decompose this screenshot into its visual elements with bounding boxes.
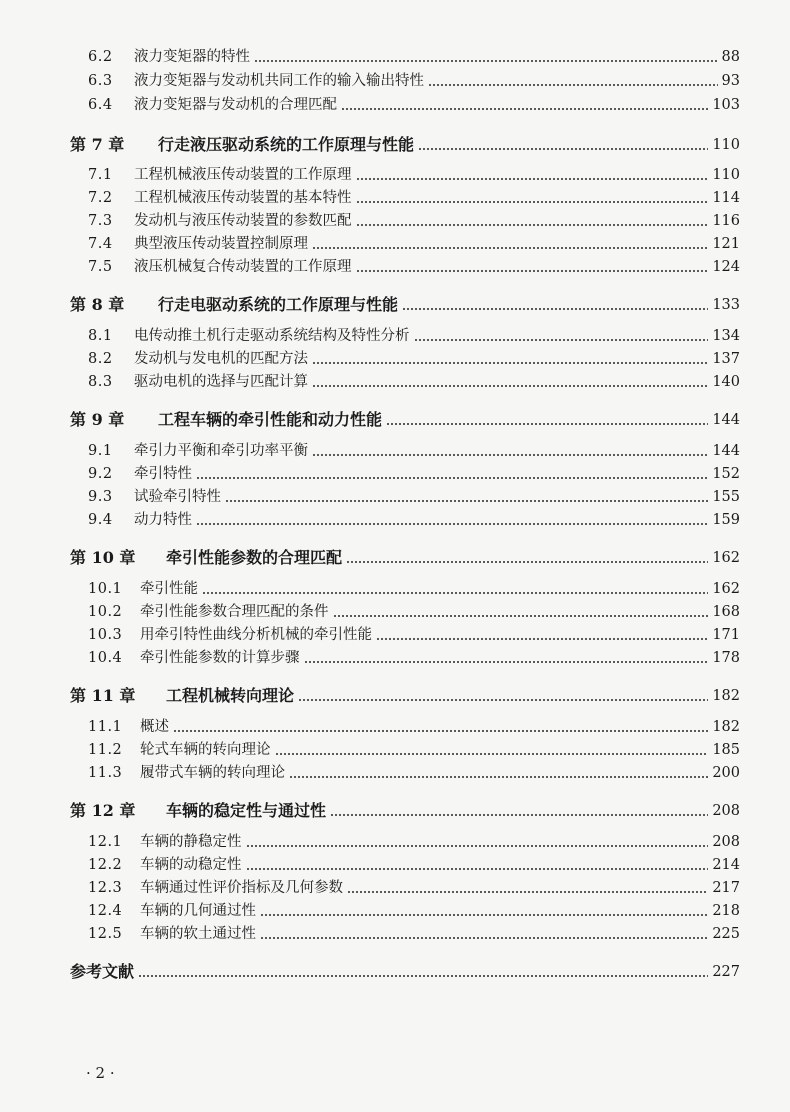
entry-title: 液力变矩器的特性 (134, 49, 250, 65)
entry-number: 8.1 (88, 328, 113, 344)
toc-entry[interactable] (88, 599, 740, 621)
dot-leader (347, 891, 708, 893)
dot-leader (356, 270, 709, 272)
chapter-number: 第 8 章 (70, 295, 125, 314)
toc-entry[interactable] (88, 92, 740, 114)
entry-page: 217 (712, 880, 740, 896)
entry-number: 12.3 (88, 880, 123, 896)
chapter-title: 牵引性能参数的合理匹配 (166, 548, 343, 567)
entry-number: 11.3 (88, 765, 123, 781)
dot-leader (173, 730, 708, 732)
toc-chapter-9[interactable] (70, 403, 740, 429)
dot-leader (402, 308, 708, 310)
entry-page: 144 (712, 443, 740, 459)
toc-entry[interactable] (88, 369, 740, 391)
toc-entry[interactable] (88, 829, 740, 851)
toc-entry[interactable] (88, 438, 740, 460)
entry-number: 9.3 (88, 489, 113, 505)
entry-title: 轮式车辆的转向理论 (140, 742, 271, 758)
toc-entry[interactable] (88, 622, 740, 644)
entry-page: 168 (712, 604, 740, 620)
entry-title: 工程机械液压传动装置的基本特性 (134, 190, 352, 206)
entry-page: 225 (712, 926, 740, 942)
entry-page: 155 (712, 489, 740, 505)
chapter-title: 工程车辆的牵引性能和动力性能 (158, 410, 383, 429)
toc-entry[interactable] (88, 68, 740, 90)
entry-title: 电传动推土机行走驱动系统结构及特性分析 (134, 328, 410, 344)
dot-leader (298, 699, 708, 701)
dot-leader (260, 937, 708, 939)
dot-leader (312, 247, 708, 249)
dot-leader (254, 60, 718, 62)
entry-title: 典型液压传动装置控制原理 (134, 236, 308, 252)
entry-number: 6.2 (88, 49, 113, 65)
entry-title: 发动机与液压传动装置的参数匹配 (134, 213, 352, 229)
chapter-page: 162 (712, 550, 740, 566)
toc-entry[interactable] (88, 714, 740, 736)
entry-title: 车辆的静稳定性 (140, 834, 242, 850)
dot-leader (246, 868, 709, 870)
entry-number: 8.3 (88, 374, 113, 390)
entry-title: 牵引特性 (134, 466, 192, 482)
entry-number: 10.4 (88, 650, 123, 666)
dot-leader (304, 661, 709, 663)
entry-title: 发动机与发电机的匹配方法 (134, 351, 308, 367)
chapter-page: 133 (712, 297, 740, 313)
chapter-page: 110 (712, 137, 740, 153)
chapter-page: 182 (712, 688, 740, 704)
dot-leader (246, 845, 709, 847)
entry-number: 9.4 (88, 512, 113, 528)
entry-title: 车辆通过性评价指标及几何参数 (140, 880, 343, 896)
toc-chapter-12[interactable] (70, 794, 740, 820)
references-page: 227 (712, 964, 740, 980)
dot-leader (260, 914, 708, 916)
toc-chapter-11[interactable] (70, 679, 740, 705)
entry-title: 液压机械复合传动装置的工作原理 (134, 259, 352, 275)
entry-title: 用牵引特性曲线分析机械的牵引性能 (140, 627, 372, 643)
toc-entry[interactable] (88, 875, 740, 897)
entry-page: 171 (712, 627, 740, 643)
entry-number: 9.1 (88, 443, 113, 459)
dot-leader (312, 385, 708, 387)
entry-page: 140 (712, 374, 740, 390)
toc-entry[interactable] (88, 323, 740, 345)
toc-references[interactable] (70, 955, 740, 981)
entry-title: 牵引力平衡和牵引功率平衡 (134, 443, 308, 459)
dot-leader (225, 500, 708, 502)
toc-entry[interactable] (88, 185, 740, 207)
entry-number: 8.2 (88, 351, 113, 367)
entry-title: 液力变矩器与发动机的合理匹配 (134, 97, 337, 113)
entry-page: 200 (712, 765, 740, 781)
entry-title: 车辆的软土通过性 (140, 926, 256, 942)
toc-entry[interactable] (88, 231, 740, 253)
chapter-title: 行走液压驱动系统的工作原理与性能 (158, 135, 415, 154)
chapter-title: 车辆的稳定性与通过性 (166, 801, 327, 820)
dot-leader (333, 615, 709, 617)
entry-page: 88 (721, 49, 740, 65)
toc-entry[interactable] (88, 346, 740, 368)
dot-leader (312, 362, 708, 364)
entry-page: 124 (712, 259, 740, 275)
chapter-number: 第 11 章 (70, 686, 136, 705)
dot-leader (356, 224, 709, 226)
dot-leader (428, 84, 718, 86)
entry-number: 7.3 (88, 213, 113, 229)
entry-number: 10.3 (88, 627, 123, 643)
entry-title: 牵引性能 (140, 581, 198, 597)
entry-number: 9.2 (88, 466, 113, 482)
toc-entry[interactable] (88, 484, 740, 506)
entry-page: 103 (712, 97, 740, 113)
toc-entry[interactable] (88, 208, 740, 230)
chapter-number: 第 9 章 (70, 410, 125, 429)
entry-title: 动力特性 (134, 512, 192, 528)
toc-entry[interactable] (88, 254, 740, 276)
entry-page: 182 (712, 719, 740, 735)
toc-entry[interactable] (88, 737, 740, 759)
entry-page: 162 (712, 581, 740, 597)
dot-leader (418, 148, 708, 150)
entry-number: 6.3 (88, 73, 113, 89)
entry-page: 114 (712, 190, 740, 206)
entry-title: 牵引性能参数合理匹配的条件 (140, 604, 329, 620)
entry-page: 218 (712, 903, 740, 919)
entry-number: 10.2 (88, 604, 123, 620)
entry-number: 10.1 (88, 581, 123, 597)
toc-entry[interactable] (88, 645, 740, 667)
chapter-number: 第 7 章 (70, 135, 125, 154)
chapter-number: 第 12 章 (70, 801, 136, 820)
toc-chapter-10[interactable] (70, 541, 740, 567)
entry-title: 概述 (140, 719, 169, 735)
page-number: · 2 · (86, 1064, 115, 1082)
dot-leader (289, 776, 708, 778)
entry-title: 车辆的几何通过性 (140, 903, 256, 919)
toc-entry[interactable] (88, 507, 740, 529)
entry-page: 152 (712, 466, 740, 482)
dot-leader (275, 753, 709, 755)
dot-leader (356, 178, 709, 180)
entry-number: 12.5 (88, 926, 123, 942)
entry-number: 11.2 (88, 742, 123, 758)
entry-title: 液力变矩器与发动机共同工作的输入输出特性 (134, 73, 424, 89)
dot-leader (356, 201, 709, 203)
entry-page: 214 (712, 857, 740, 873)
entry-title: 车辆的动稳定性 (140, 857, 242, 873)
toc-entry[interactable] (88, 921, 740, 943)
toc-chapter-7[interactable] (70, 128, 740, 154)
chapter-page: 144 (712, 412, 740, 428)
entry-page: 159 (712, 512, 740, 528)
toc-entry[interactable] (88, 898, 740, 920)
entry-number: 12.4 (88, 903, 123, 919)
entry-number: 12.2 (88, 857, 123, 873)
dot-leader (312, 454, 708, 456)
entry-number: 6.4 (88, 97, 113, 113)
entry-title: 试验牵引特性 (134, 489, 221, 505)
entry-title: 牵引性能参数的计算步骤 (140, 650, 300, 666)
toc-entry[interactable] (88, 44, 740, 66)
entry-number: 12.1 (88, 834, 123, 850)
entry-number: 11.1 (88, 719, 123, 735)
dot-leader (330, 814, 708, 816)
dot-leader (196, 477, 708, 479)
chapter-title: 行走电驱动系统的工作原理与性能 (158, 295, 399, 314)
entry-number: 7.4 (88, 236, 113, 252)
toc-entry[interactable] (88, 162, 740, 184)
entry-page: 134 (712, 328, 740, 344)
dot-leader (346, 561, 708, 563)
dot-leader (341, 108, 708, 110)
entry-page: 116 (712, 213, 740, 229)
entry-title: 工程机械液压传动装置的工作原理 (134, 167, 352, 183)
dot-leader (196, 523, 708, 525)
chapter-title: 工程机械转向理论 (166, 686, 295, 705)
entry-page: 208 (712, 834, 740, 850)
references-title: 参考文献 (70, 962, 135, 981)
entry-title: 履带式车辆的转向理论 (140, 765, 285, 781)
entry-page: 110 (712, 167, 740, 183)
entry-page: 121 (712, 236, 740, 252)
entry-number: 7.1 (88, 167, 113, 183)
entry-page: 178 (712, 650, 740, 666)
entry-number: 7.5 (88, 259, 113, 275)
chapter-page: 208 (712, 803, 740, 819)
entry-page: 93 (721, 73, 740, 89)
entry-number: 7.2 (88, 190, 113, 206)
entry-title: 驱动电机的选择与匹配计算 (134, 374, 308, 390)
entry-page: 137 (712, 351, 740, 367)
toc-chapter-8[interactable] (70, 288, 740, 314)
entry-page: 185 (712, 742, 740, 758)
dot-leader (202, 592, 708, 594)
chapter-number: 第 10 章 (70, 548, 136, 567)
dot-leader (376, 638, 708, 640)
toc-entry[interactable] (88, 760, 740, 782)
dot-leader (386, 423, 708, 425)
toc-entry[interactable] (88, 852, 740, 874)
toc-entry[interactable] (88, 461, 740, 483)
dot-leader (414, 339, 709, 341)
toc-entry[interactable] (88, 576, 740, 598)
dot-leader (138, 975, 708, 977)
